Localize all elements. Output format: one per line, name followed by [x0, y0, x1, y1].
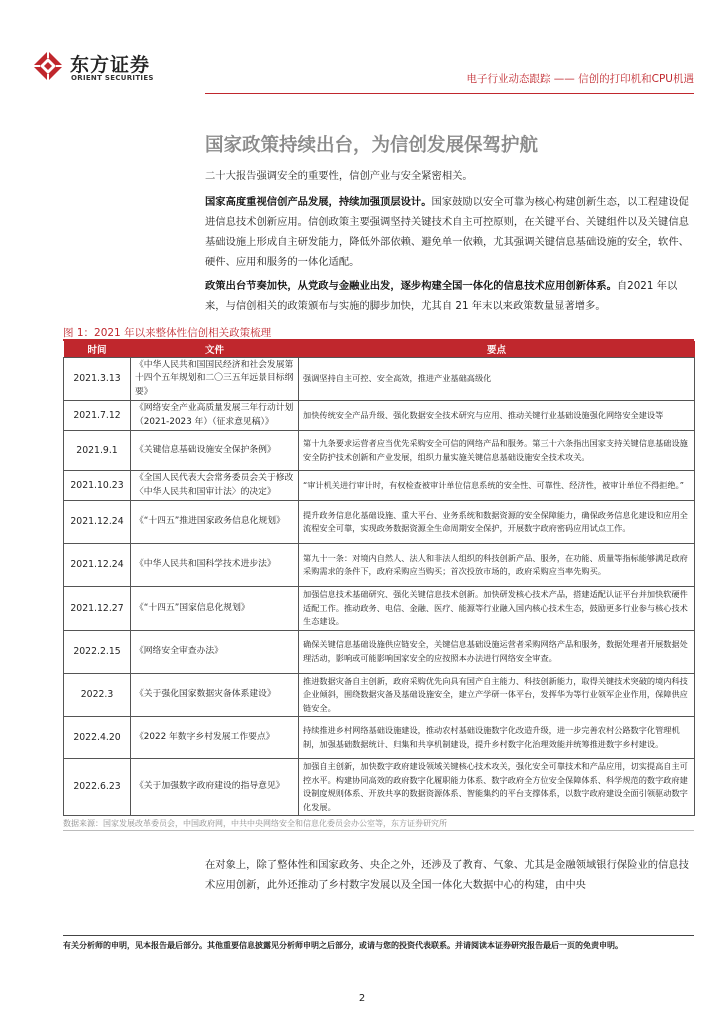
company-logo	[32, 48, 162, 88]
row-document: 《关于强化国家数据灾备体系建设》	[131, 673, 299, 717]
row-document: 《“十四五”推进国家政务信息化规划》	[131, 501, 299, 544]
paragraph-1: 二十大报告强调安全的重要性，信创产业与安全紧密相关。	[205, 170, 473, 182]
page-number: 2	[358, 993, 366, 1004]
row-document: 《全国人民代表大会常务委员会关于修改〈中华人民共和国审计法〉的决定》	[131, 471, 299, 501]
row-date: 2021.9.1	[64, 431, 131, 471]
row-date: 2022.3	[64, 673, 131, 717]
paragraph-4: 在对象上，除了整体性和国家政务、央企之外，还涉及了教育、气象、尤其是金融领域银行保险业的信息技术应用创新，此外还推动了乡村数字发展以及全国一体化大数据中心的构建，由中央	[205, 859, 689, 891]
row-key-points: 提升政务信息化基础设施、重大平台、业务系统和数据资源的安全保障能力，确保政务信息化建设和应用全流程安全可靠，实现政务数据资源全生命周期安全保护，开展数字政府密码应用试点工作。	[299, 501, 695, 544]
paragraph-3-body: 自2021 年以来，与信创相关的政策颁布与实施的脚步加快，尤其自 21 年末以来政策数量显著增多。	[205, 280, 678, 312]
header-divider	[205, 93, 694, 94]
row-date: 2021.7.12	[64, 401, 131, 431]
row-date: 2021.12.24	[64, 501, 131, 544]
row-key-points: “审计机关进行审计时，有权检查被审计单位信息系统的安全性、可靠性、经济性，被审计单位不得拒绝。”	[299, 471, 695, 501]
report-header-title: 电子行业动态跟踪 —— 信创的打印机和CPU机遇	[466, 73, 694, 85]
brand-name-en: ORIENT SECURITIES	[71, 74, 154, 82]
policy-table	[63, 341, 695, 816]
row-key-points: 加快传统安全产品升级、强化数据安全技术研究与应用、推动关键行业基础设施强化网络安全建设等	[299, 401, 695, 431]
row-key-points: 强调坚持自主可控、安全高效，推进产业基础高级化	[299, 357, 695, 401]
table-row	[64, 401, 695, 431]
row-date: 2021.12.27	[64, 587, 131, 631]
figure-title: 图 1：2021 年以来整体性信创相关政策梳理	[63, 327, 272, 339]
table-row	[64, 630, 695, 673]
data-source-note: 数据来源：国家发展改革委员会，中国政府网，中共中央网络安全和信息化委员会办公室等，东方证券研究所	[63, 819, 447, 828]
brand-name-cn: 东方证券	[70, 54, 151, 76]
row-date: 2022.6.23	[64, 759, 131, 816]
footer-divider	[63, 935, 694, 936]
row-key-points: 加强信息技术基础研究、强化关键信息技术创新。加快研发核心技术产品，搭建适配认证平台并加快软硬件适配工作。推动政务、电信、金融、医疗、能源等行业融入国内核心技术生态，鼓励更多行业参与核心技术生态建设。	[299, 587, 695, 631]
paragraph-2-body: 国家鼓励以安全可靠为核心构建创新生态，以工程建设促进信息技术创新应用。信创政策主要强调坚持关键技术自主可控原则，在关键平台、关键组件以及关键信息基础设施上形成自主研发能力，降低外部依赖、避免单一依赖，尤其强调关键信息基础设施的安全，软件、硬件、应用和服务的一体化适配。	[205, 196, 689, 268]
table-row	[64, 471, 695, 501]
table-row	[64, 431, 695, 471]
section-title: 国家政策持续出台，为信创发展保驾护航	[205, 135, 539, 156]
row-key-points: 第十九条要求运营者应当优先采购安全可信的网络产品和服务。第三十六条指出国家支持关键信息基础设施安全防护技术创新和产业发展，组织力量实施关键信息基础设施安全技术攻关。	[299, 431, 695, 471]
row-document: 《“十四五”国家信息化规划》	[131, 587, 299, 631]
table-row	[64, 759, 695, 816]
paragraph-3	[205, 276, 694, 316]
row-document: 《关键信息基础设施安全保护条例》	[131, 431, 299, 471]
table-row	[64, 717, 695, 759]
row-document: 《2022 年数字乡村发展工作要点》	[131, 717, 299, 759]
table-row	[64, 673, 695, 717]
footer-disclaimer: 有关分析师的申明，见本报告最后部分。其他重要信息披露见分析师申明之后部分，或请与您的投资代表联系。并请阅读本证券研究报告最后一页的免责申明。	[63, 941, 623, 950]
paragraph-2-lead: 国家高度重视信创产品发展，持续加强顶层设计。	[205, 196, 432, 208]
row-key-points: 持续推进乡村网络基础设施建设，推动农村基础设施数字化改造升级，进一步完善农村公路数字化管理机制，加强基础数据统计、归集和共享机制建设，提升乡村数字化治理效能并统筹推进数字乡村建设。	[299, 717, 695, 759]
column-header-key-points: 要点	[299, 341, 695, 357]
row-document: 《中华人民共和国科学技术进步法》	[131, 544, 299, 587]
table-header-row	[64, 341, 695, 357]
row-date: 2022.4.20	[64, 717, 131, 759]
table-row	[64, 357, 695, 401]
row-document: 《网络安全产业高质量发展三年行动计划（2021-2023 年）（征求意见稿）》	[131, 401, 299, 431]
row-key-points: 加强自主创新，加快数字政府建设领域关键核心技术攻关，强化安全可靠技术和产品应用，切实提高自主可控水平。构建协同高效的政府数字化履职能力体系、数字政府全方位安全保障体系、科学规范的数字政府建设制度规则体系、开放共享的数据资源体系、智能集约的平台支撑体系，以数字政府建设全面引领驱动数字化发展。	[299, 759, 695, 816]
row-key-points: 推进数据灾备自主创新，政府采购优先向具有国产自主能力、科技创新能力，取得关键技术突破的境内科技企业倾斜，围绕数据灾备及基础设施安全，建立产学研一体平台，发挥华为等行业领军企业作用，保障供应链安全。	[299, 673, 695, 717]
row-key-points: 第九十一条：对境内自然人、法人和非法人组织的科技创新产品、服务，在功能、质量等指标能够满足政府采购需求的条件下，政府采购应当购买；首次投放市场的，政府采购应当率先购买。	[299, 544, 695, 587]
table-row	[64, 587, 695, 631]
paragraph-2	[205, 192, 694, 272]
paragraph-3-lead: 政策出台节奏加快，从党政与金融业出发，逐步构建全国一体化的信息技术应用创新体系。	[205, 280, 617, 292]
row-document: 《网络安全审查办法》	[131, 630, 299, 673]
orient-logo-icon	[32, 50, 64, 82]
row-date: 2022.2.15	[64, 630, 131, 673]
table-row	[64, 544, 695, 587]
column-header-document: 文件	[131, 341, 299, 357]
table-row	[64, 501, 695, 544]
row-document: 《关于加强数字政府建设的指导意见》	[131, 759, 299, 816]
row-date: 2021.12.24	[64, 544, 131, 587]
column-header-date: 时间	[64, 341, 131, 357]
source-divider	[63, 830, 694, 831]
row-date: 2021.10.23	[64, 471, 131, 501]
row-key-points: 确保关键信息基础设施供应链安全，关键信息基础设施运营者采购网络产品和服务，数据处理者开展数据处理活动，影响或可能影响国家安全的应按照本办法进行网络安全审查。	[299, 630, 695, 673]
row-document: 《中华人民共和国国民经济和社会发展第十四个五年规划和二〇三五年远景目标纲要》	[131, 357, 299, 401]
row-date: 2021.3.13	[64, 357, 131, 401]
